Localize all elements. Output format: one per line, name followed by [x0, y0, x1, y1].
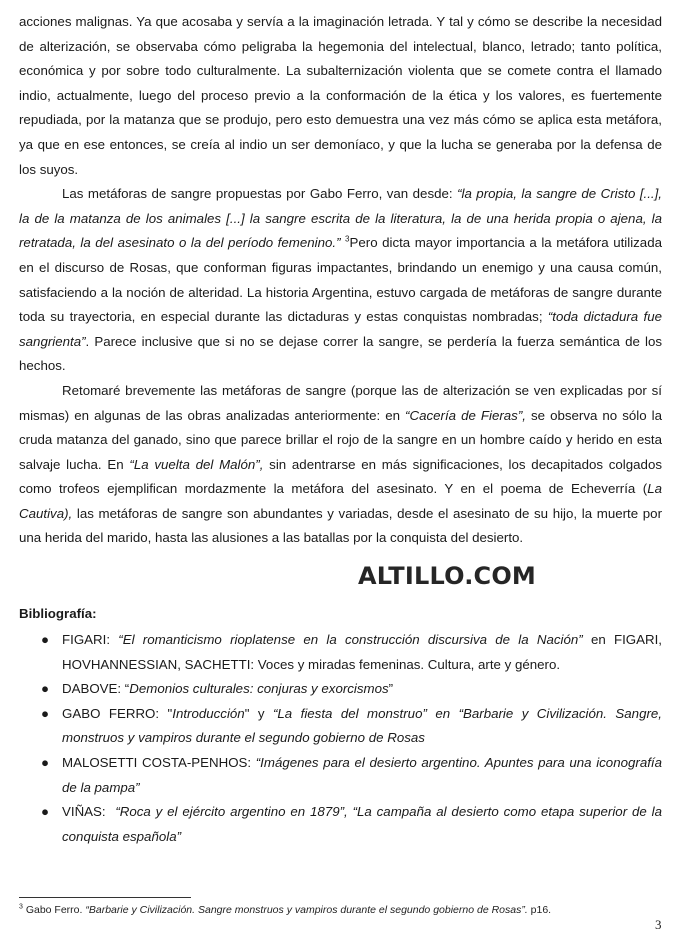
p3-text-c: se observa no sólo la cruda matanza del ganado, sino que parece brillar el rojo de la sangre en un hombre caído y herido en esta salvaje lucha. En [19, 407, 663, 472]
paragraph-3 [19, 379, 662, 551]
bib-title: “Imágenes para el desierto argentino. Apuntes para una iconografía de la pampa” [62, 754, 662, 795]
bib-source: ” [388, 681, 394, 697]
footnote-number: 3 [19, 903, 23, 911]
bib-author: GABO FERRO: " [62, 705, 173, 721]
bib-title: Introducción [172, 705, 245, 721]
p3-text-a: Retomaré brevemente las metáforas de sangre (porque las de alterización se ven explicadas por sí mismas) en algunas de las obras analizadas anteriormente: en [19, 382, 662, 423]
bib-source: ” en “Barbarie y Civilización. Sangre, monstruos y vampiros durante el segundo gobierno de Rosas [62, 705, 662, 746]
bullet-icon: ● [41, 632, 50, 647]
bib-title: Demonios culturales: conjuras y exorcismos [129, 681, 389, 697]
p2-text-a: Las metáforas de sangre propuestas por Gabo Ferro, van desde: [62, 186, 458, 202]
footnote-page: p16. [527, 904, 552, 916]
bibliography-title: Bibliografía: [19, 606, 97, 621]
p2-quote-blood: “la propia, la sangre de Cristo [...], la de la matanza de los animales [...] la sangre escrita de la literatura, la de una herida propia o ajena, la retratada, la del asesinato o la del período femenino.” [19, 186, 662, 251]
page-number: 3 [655, 917, 662, 932]
bibliography-item [19, 628, 662, 677]
bib-author: DABOVE: “ [62, 681, 130, 697]
paragraph-1: acciones malignas. Ya que acosaba y servía a la imaginación letrada. Y tal y cómo se describe la necesidad de alterización, se observaba cómo peligraba la hegemonia del intelectual, blanco, letrado; tanto política, económica y por sobre todo culturalmente. La subalternización violenta que se comete contra el llamado indio, actualmente, luego del proceso previo a la conformación de la ética y los valores, es fuertemente repudiada, por la matanza que se produjo, pero esto demuestra una vez más cómo se aplica esta metáfora, ya que en ese entonces, se creía al indio un ser demoníaco, y que la lucha se generaba por la defensa de los suyos. [19, 14, 662, 177]
bib-author: FIGARI: [62, 632, 119, 647]
bib-connector: " y [244, 705, 273, 721]
p2-text-e: . Parece inclusive que si no se dejase correr la sangre, se perdería la fuerza semántica de los hechos. [19, 333, 662, 374]
p2-text-c: Pero dicta mayor importancia a la metáfora utilizada en el discurso de Rosas, que conforman figuras impactantes, brindando un enemigo y una causa común, satisfaciendo a la noción de alteridad. La historia Argentina, estuvo cargada de metáforas de sangre durante toda su trayectoria, en especial durante las dictaduras y estas conquistas nombradas; [19, 235, 662, 325]
paragraph-2 [19, 182, 662, 379]
p3-title-cautiva: La Cautiva), [19, 481, 662, 521]
p3-text-e: sin adentrarse en más significaciones, los decapitados colgados como trofeos ejemplifican mordazmente la metáfora del asesinato. Y en el poema de Echeverría ( [19, 456, 662, 497]
bullet-icon: ● [41, 754, 50, 770]
p3-text-g: las metáforas de sangre son abundantes y variadas, desde el asesinato de su hijo, la muerte por una herida del marido, hasta las alusiones a las batallas por la conquista del desierto. [19, 505, 662, 546]
bibliography-item [19, 751, 662, 800]
footnote-title: “Barbarie y Civilización. Sangre monstruos y vampiros durante el segundo gobierno de Rosas”. [85, 904, 528, 916]
bib-title-2: “La fiesta del monstruo [272, 705, 423, 721]
p2-quote-dictadura: “toda dictadura fue sangrienta” [19, 309, 662, 349]
bibliography-list [19, 628, 662, 849]
bullet-icon: ● [41, 804, 50, 820]
bib-source: en FIGARI, HOVHANNESSIAN, SACHETTI: Voces y miradas femeninas. Cultura, arte y género. [62, 632, 663, 672]
bib-author: VIÑAS: [62, 804, 116, 820]
p3-title-malon: “La vuelta del Malón”, [129, 456, 264, 472]
bibliography-item [19, 677, 662, 702]
bibliography-item [19, 702, 662, 751]
footnote-text: Gabo Ferro. [22, 904, 86, 916]
p3-title-caceria: “Cacería de Fieras”, [405, 407, 526, 423]
bibliography-item [19, 800, 662, 849]
altillo-watermark: ALTILLO.COM [358, 562, 537, 590]
bullet-icon: ● [41, 681, 50, 697]
bib-title: “Roca y el ejército argentino en 1879”, “La campaña al desierto como etapa superior de la conquista española” [62, 804, 662, 844]
footnote-3 [19, 904, 551, 916]
document-body [19, 10, 662, 551]
footnote-ref-3[interactable]: 3 [345, 234, 350, 244]
bib-author: MALOSETTI COSTA-PENHOS: [62, 754, 256, 770]
footnote-separator [19, 897, 191, 898]
bullet-icon: ● [41, 705, 50, 721]
bib-title: “El romanticismo rioplatense en la construcción discursiva de la Nación” [118, 632, 583, 647]
